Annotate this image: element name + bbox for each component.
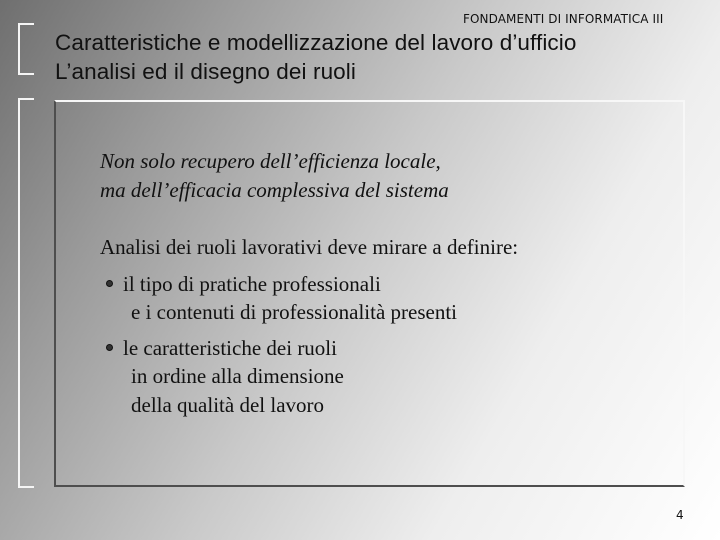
bullet-1-continuation: e i contenuti di professionalità presenti <box>131 300 457 324</box>
bullet-2-continuation-1: in ordine alla dimensione <box>131 364 344 388</box>
bullet-text: il tipo di pratiche professionali <box>123 272 381 296</box>
bullet-dot-icon <box>106 344 113 351</box>
bullet-dot-icon <box>106 280 113 287</box>
bullet-item-2 <box>106 336 337 361</box>
content-bracket-decoration <box>18 98 34 488</box>
slide-title: Caratteristiche e modellizzazione del lavoro d’ufficio <box>55 30 577 55</box>
tagline-line-1: Non solo recupero dell’efficienza locale, <box>100 149 441 173</box>
slide-subtitle: L’analisi ed il disegno dei ruoli <box>55 59 356 84</box>
tagline-line-2: ma dell’efficacia complessiva del sistema <box>100 178 449 202</box>
title-bracket-decoration <box>18 23 34 75</box>
page-number: 4 <box>676 508 684 522</box>
bullet-2-continuation-2: della qualità del lavoro <box>131 393 325 417</box>
bullet-text: le caratteristiche dei ruoli <box>123 336 337 360</box>
course-label: FONDAMENTI DI INFORMATICA III <box>463 12 664 26</box>
intro-text: Analisi dei ruoli lavorativi deve mirare a definire: <box>100 235 519 259</box>
bullet-item-1 <box>106 272 381 297</box>
